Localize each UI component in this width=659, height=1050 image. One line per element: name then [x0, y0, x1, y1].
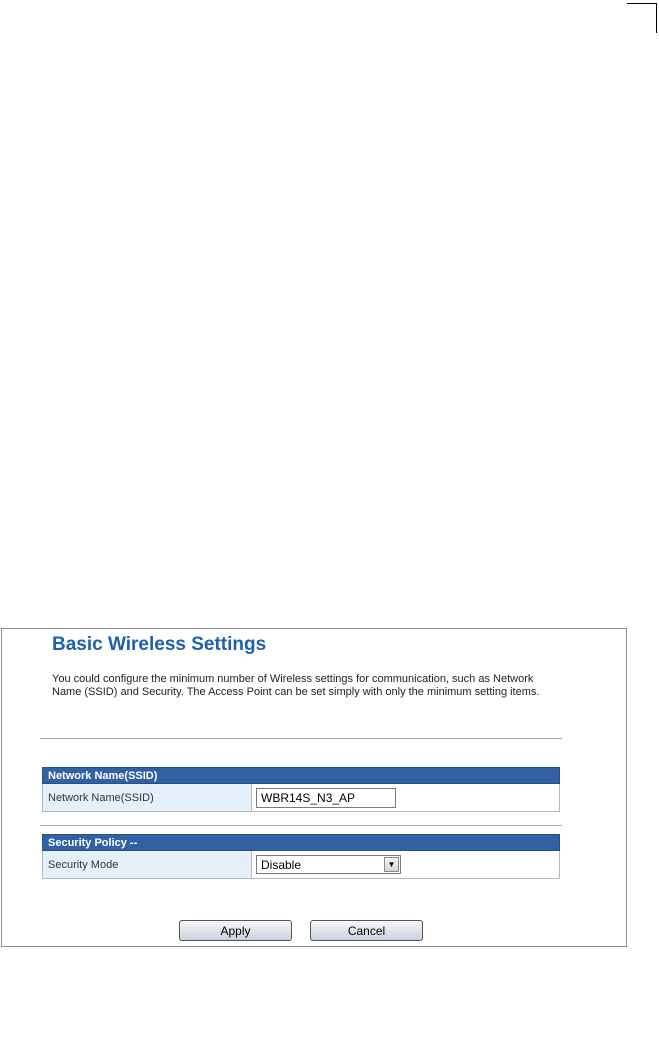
security-mode-label: Security Mode — [43, 851, 252, 878]
divider — [40, 825, 562, 826]
page-title: Basic Wireless Settings — [52, 634, 267, 655]
apply-button[interactable]: Apply — [179, 920, 292, 941]
security-section-header: Security Policy -- — [42, 834, 560, 851]
security-mode-selected: Disable — [261, 857, 302, 872]
ssid-value-cell — [252, 784, 559, 811]
chevron-down-icon[interactable]: ▼ — [384, 857, 399, 872]
wireless-settings-panel — [1, 628, 627, 947]
security-row — [42, 851, 560, 879]
ssid-section-header: Network Name(SSID) — [42, 767, 560, 784]
ssid-input[interactable] — [256, 788, 396, 808]
security-mode-select[interactable] — [256, 855, 401, 874]
security-value-cell — [252, 851, 559, 878]
divider — [40, 738, 562, 739]
security-section — [42, 834, 560, 879]
ssid-row — [42, 784, 560, 812]
ssid-label: Network Name(SSID) — [43, 784, 252, 811]
page-corner-mark — [627, 3, 657, 33]
page-description: You could configure the minimum number of Wireless settings for communication, such as Network Name (SSID) and Security. The Access Point can be set simply with only the minimum setting items. — [52, 673, 540, 698]
ssid-section — [42, 767, 560, 812]
cancel-button[interactable]: Cancel — [310, 920, 423, 941]
